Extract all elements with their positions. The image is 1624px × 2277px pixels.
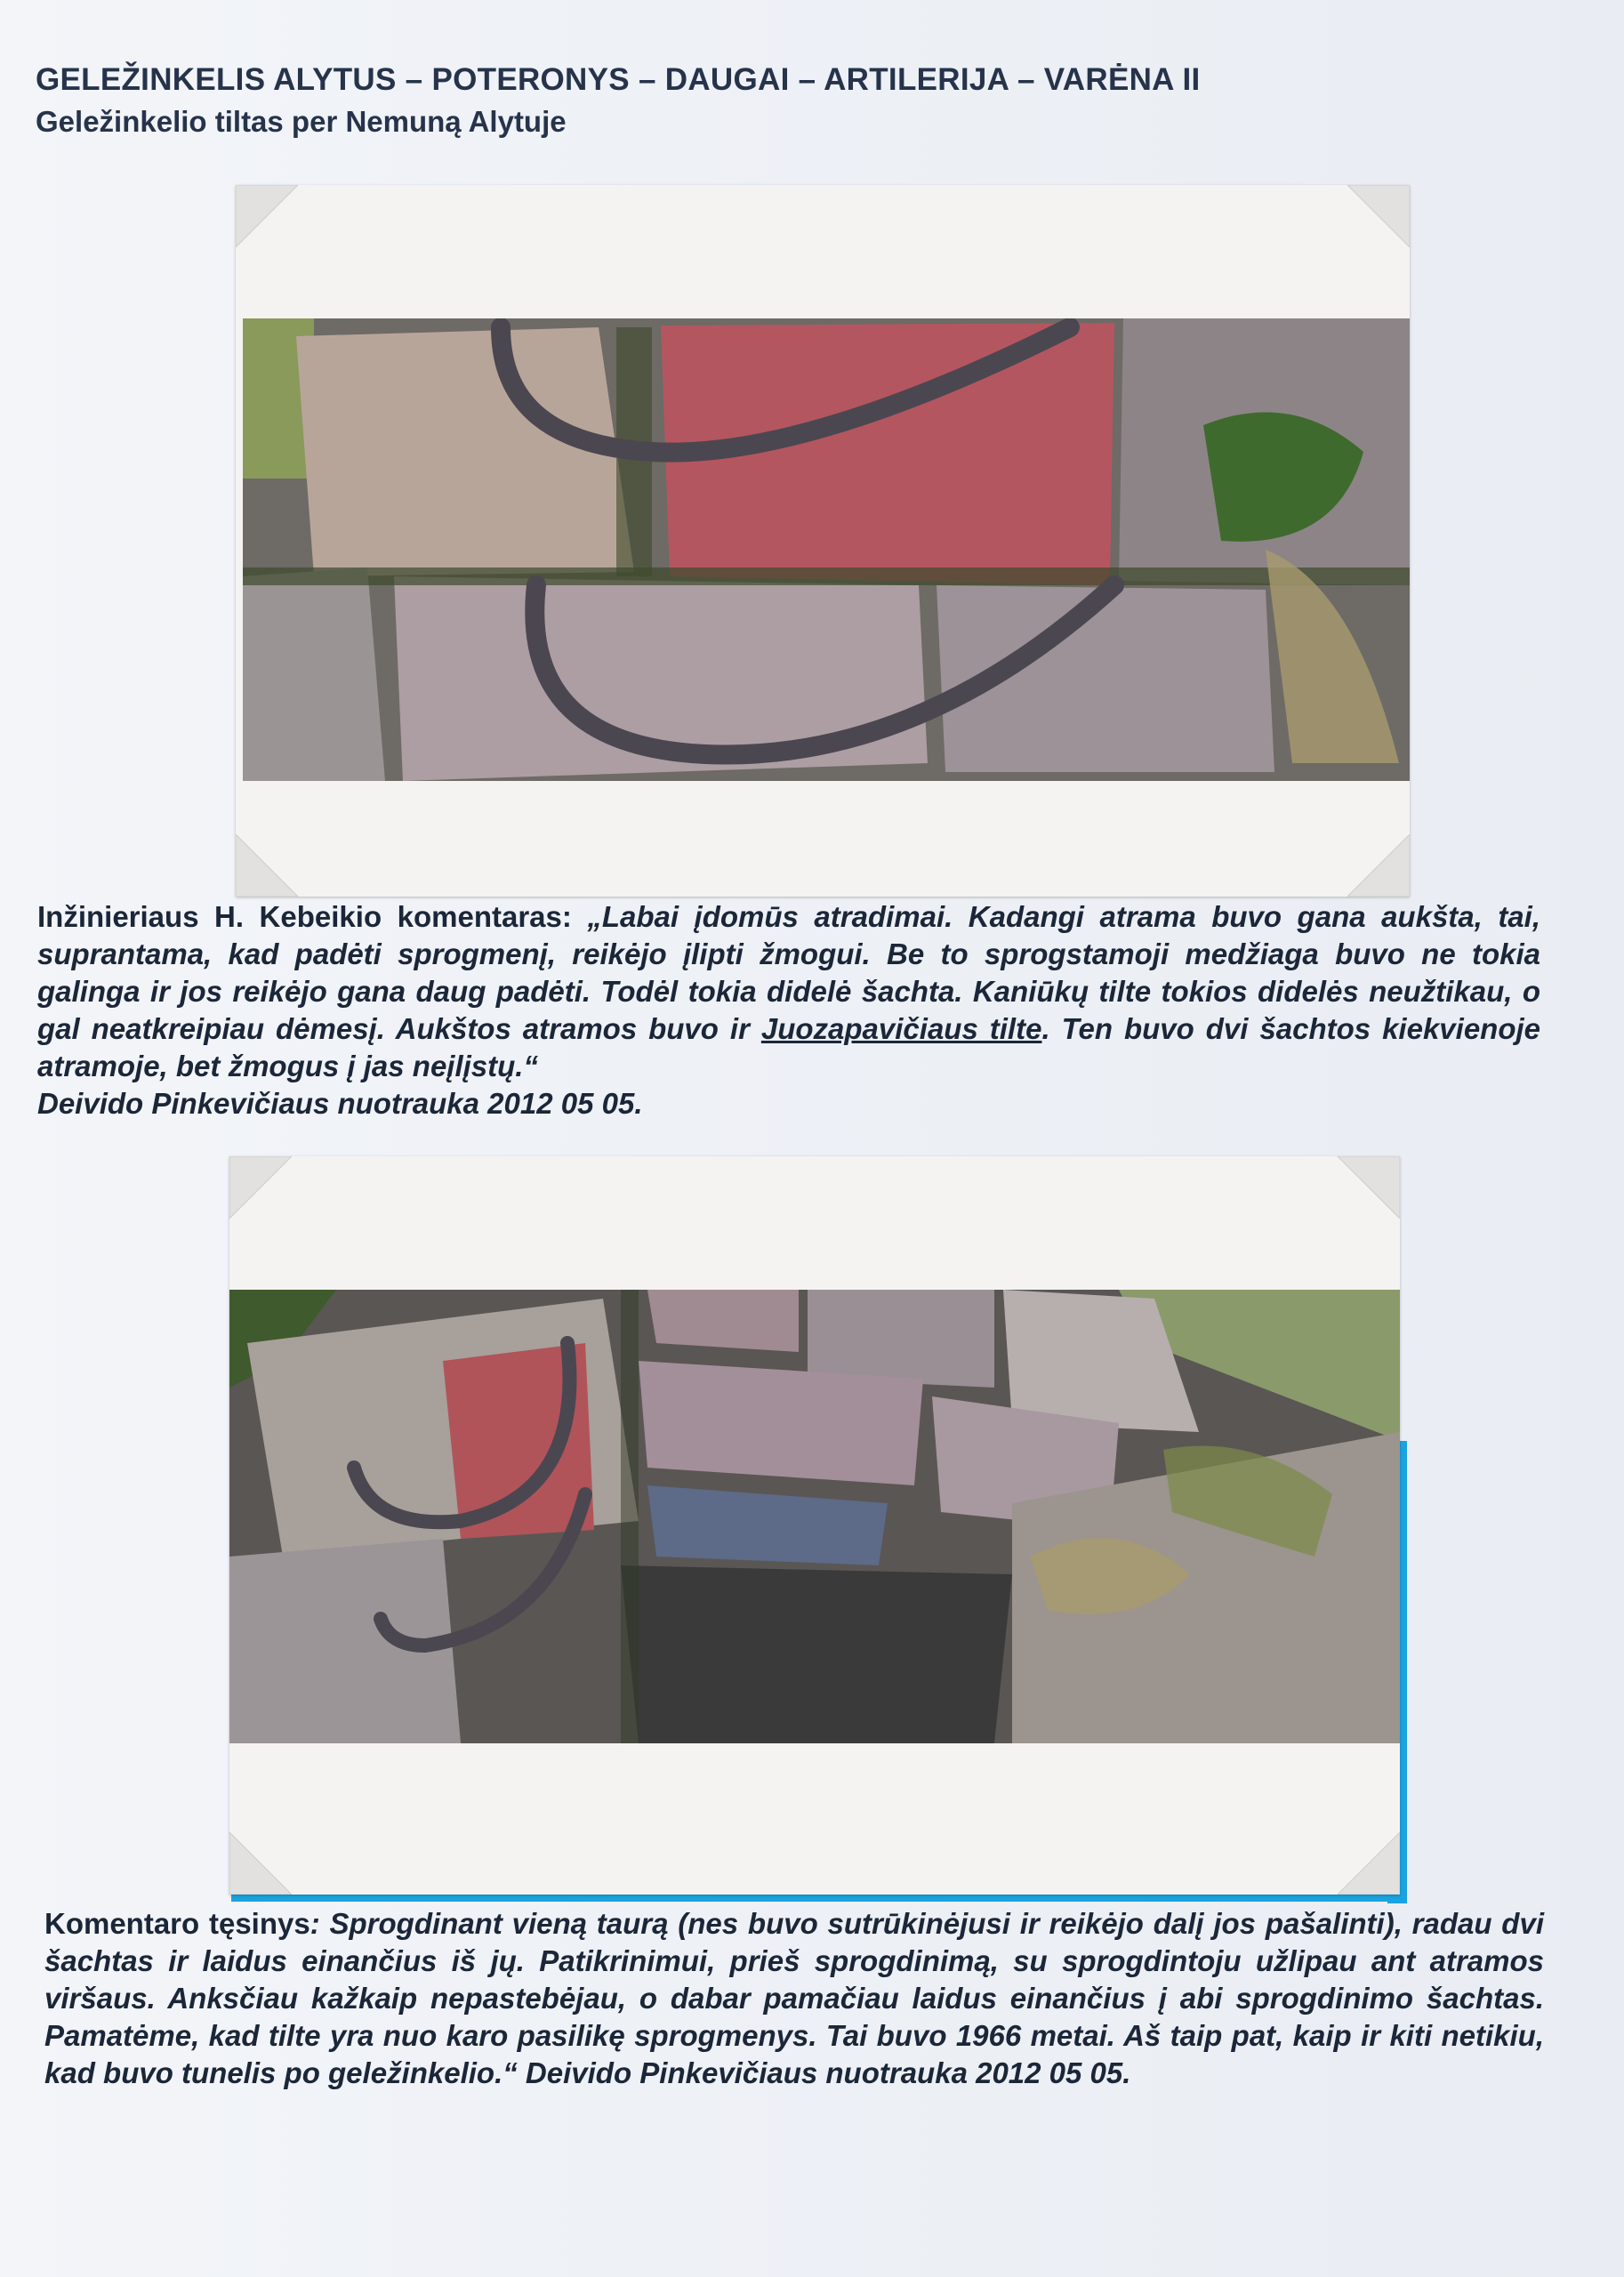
photo-bridge-pier-shaft: [229, 1290, 1400, 1743]
juozapaviciaus-bridge-link[interactable]: Juozapavičiaus tilte: [760, 1012, 1042, 1045]
caption-2-text: : Sprogdinant vieną taurą (nes buvo sutrūkinėjusi ir reikėjo dalį jos pašalinti), radau dvi šachtas ir laidus einančius iš jų. Patikrinimui, prieš sprogdinimą, su sprogdintoju užlipau ant atramos viršaus. Anksčiau kažkaip nepastebėjau, o dabar pamačiau laidus einančius į abi sprogdinimo šachtas. Pamatėme, kad tilte yra nuo karo pasilikę sprogmenys. Tai buvo 1966 metai. Aš taip pat, kaip ir kiti netikiu, kad buvo tunelis po geležinkelio.“ Deivido Pinkevičiaus nuotrauka 2012 05 05.: [44, 1907, 1544, 2089]
caption-2: [44, 1905, 1544, 2092]
photo-corner-icon: [1347, 834, 1410, 897]
photo-card-2: [229, 1156, 1400, 1895]
caption-2-label: Komentaro tęsinys: [44, 1907, 310, 1940]
caption-1: [37, 898, 1540, 1122]
photo-bridge-pier-iron-rungs: [243, 318, 1410, 781]
photo-corner-icon: [229, 1156, 292, 1219]
caption-1-text-b: . Ten buvo dvi šachtos kiekvienoje atramoje, bet žmogus į jas neįlįstų.“: [37, 1012, 1541, 1082]
photo-corner-icon: [229, 1832, 292, 1895]
blue-border-strip-bottom: [231, 1895, 1405, 1902]
photo-corner-icon: [1347, 185, 1410, 247]
photo-card-1: [236, 185, 1410, 897]
photo-corner-icon: [1338, 1156, 1400, 1219]
photo-corner-icon: [236, 185, 298, 247]
caption-1-label: Inžinieriaus H. Kebeikio komentaras:: [37, 900, 588, 933]
photo-corner-icon: [1338, 1832, 1400, 1895]
caption-1-credit: Deivido Pinkevičiaus nuotrauka 2012 05 05.: [37, 1087, 643, 1120]
caption-1-text-a: „Labai įdomūs atradimai. Kadangi atrama buvo gana aukšta, tai, suprantama, kad padėti sprogmenį, reikėjo įlipti žmogui. Be to sprogstamoji medžiaga buvo ne tokia galinga ir jos reikėjo gana daug padėti. Todėl tokia didelė šachta. Kaniūkų tilte tokios didelės neužtikau, o gal neatkreipiau dėmesį. Aukštos atramos buvo ir: [37, 900, 1540, 1045]
page-title: GELEŽINKELIS ALYTUS – POTERONYS – DAUGAI – ARTILERIJA – VARĖNA II: [36, 62, 1201, 97]
page-subtitle: Geležinkelio tiltas per Nemuną Alytuje: [36, 105, 567, 138]
photo-corner-icon: [236, 834, 298, 897]
